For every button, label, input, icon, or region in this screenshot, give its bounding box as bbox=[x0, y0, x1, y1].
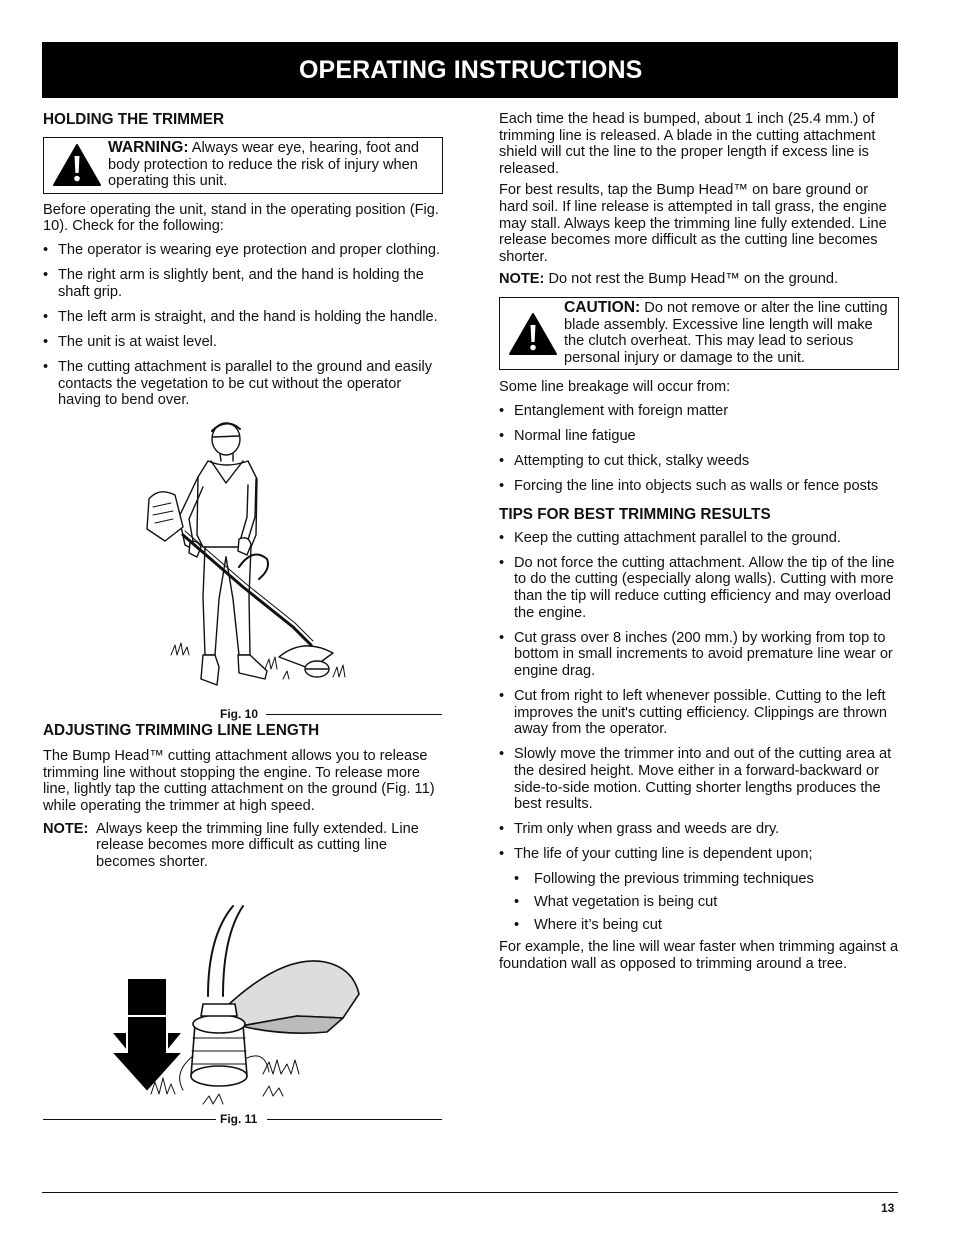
adjusting-note bbox=[43, 821, 443, 871]
list-item: • Cut from right to left whenever possible. Cutting to the left improves the unit's cutting efficiency. Clippings are thrown away from the operator. bbox=[499, 688, 899, 738]
footer-rule bbox=[42, 1192, 898, 1193]
page-title: OPERATING INSTRUCTIONS bbox=[299, 56, 643, 84]
note-label: NOTE: bbox=[499, 271, 545, 288]
left-column bbox=[43, 111, 443, 1126]
figure-10-caption-row bbox=[43, 707, 443, 721]
right-column bbox=[499, 111, 899, 978]
tips-heading: TIPS FOR BEST TRIMMING RESULTS bbox=[499, 505, 771, 523]
operator-holding-trimmer-illustration bbox=[43, 417, 443, 707]
note-label: NOTE: bbox=[43, 820, 89, 837]
list-item: • Slowly move the trimmer into and out of the cutting area at the desired height. Move either in a forward-backward or side-to-side motion. Cutting shorter lengths produces the best results. bbox=[499, 746, 899, 812]
warning-label: WARNING: bbox=[108, 139, 189, 156]
holding-checklist bbox=[43, 242, 443, 409]
down-arrow-icon bbox=[111, 978, 183, 1092]
list-item: • Where it’s being cut bbox=[499, 917, 899, 934]
best-results-paragraph: For best results, tap the Bump Head™ on bare ground or hard soil. If line release is attempted in tall grass, the engine may stall. Always keep the trimming line fully extended. Line release becomes more difficult as the cutting line becomes shorter. bbox=[499, 182, 887, 265]
list-item: • The life of your cutting line is dependent upon; bbox=[499, 846, 899, 863]
list-item: • Normal line fatigue bbox=[499, 428, 899, 445]
closing-paragraph: For example, the line will wear faster when trimming against a foundation wall as opposed to trimming around a tree. bbox=[499, 939, 899, 972]
figure-10 bbox=[43, 417, 443, 707]
tips-list bbox=[499, 530, 899, 863]
figure-11-caption: Fig. 11 bbox=[220, 1112, 258, 1127]
holding-heading: HOLDING THE TRIMMER bbox=[43, 111, 225, 128]
caution-box bbox=[499, 297, 899, 370]
list-item: • Do not force the cutting attachment. Allow the tip of the line to do the cutting (especially along walls). Cutting with more than the tip will reduce cutting efficiency and may overload the engine. bbox=[499, 555, 899, 621]
ground-note bbox=[499, 271, 899, 288]
list-item: • The cutting attachment is parallel to the ground and easily contacts the vegetation to be cut without the operator having to bend over. bbox=[43, 359, 443, 409]
figure-11-caption-row bbox=[43, 1112, 443, 1126]
caution-label: CAUTION: bbox=[564, 298, 641, 316]
breakage-intro: Some line breakage will occur from: bbox=[499, 379, 731, 396]
figure-11 bbox=[43, 876, 443, 1112]
list-item: • Entanglement with foreign matter bbox=[499, 403, 899, 420]
warning-icon bbox=[51, 142, 103, 188]
list-item: • Attempting to cut thick, stalky weeds bbox=[499, 453, 899, 470]
holding-intro: Before operating the unit, stand in the operating position (Fig. 10). Check for the following: bbox=[43, 201, 439, 235]
breakage-list bbox=[499, 403, 899, 495]
list-item: • Following the previous trimming techniques bbox=[499, 871, 899, 888]
warning-text: Always wear eye, hearing, foot and body protection to reduce the risk of injury when operating this unit. bbox=[108, 140, 419, 190]
list-item: • Keep the cutting attachment parallel to the ground. bbox=[499, 530, 899, 547]
list-item: • The unit is at waist level. bbox=[43, 334, 443, 351]
list-item: • The right arm is slightly bent, and the hand is holding the shaft grip. bbox=[43, 267, 443, 300]
page-banner bbox=[42, 42, 898, 98]
list-item: • What vegetation is being cut bbox=[499, 894, 899, 911]
figure-10-caption: Fig. 10 bbox=[220, 707, 259, 722]
list-item: • The left arm is straight, and the hand is holding the handle. bbox=[43, 309, 443, 326]
list-item: • The operator is wearing eye protection and proper clothing. bbox=[43, 242, 443, 259]
list-item: • Forcing the line into objects such as walls or fence posts bbox=[499, 478, 899, 495]
caution-icon bbox=[507, 311, 559, 357]
line-life-sublist bbox=[499, 871, 899, 933]
adjusting-body: The Bump Head™ cutting attachment allows you to release trimming line without stopping the engine. To release more line, lightly tap the cutting attachment on the ground (Fig. 11) while operating the trimmer at high speed. bbox=[43, 748, 435, 814]
warning-box bbox=[43, 137, 443, 194]
page-number: 13 bbox=[881, 1201, 895, 1215]
list-item: • Cut grass over 8 inches (200 mm.) by working from top to bottom in small increments to avoid premature line wear or engine drag. bbox=[499, 630, 899, 680]
note-text: Always keep the trimming line fully extended. Line release becomes more difficult as cutting line becomes shorter. bbox=[96, 820, 419, 870]
caution-text: Do not remove or alter the line cutting blade assembly. Excessive line length will make the clutch overheat. This may lead to serious personal injury or damage to the unit. bbox=[564, 299, 888, 366]
bump-release-paragraph: Each time the head is bumped, about 1 inch (25.4 mm.) of trimming line is released. A blade in the cutting attachment shield will cut the line to the proper length if excess line is released. bbox=[499, 111, 876, 177]
list-item: • Trim only when grass and weeds are dry. bbox=[499, 821, 899, 838]
bump-head-tapping-illustration bbox=[43, 876, 443, 1112]
adjusting-heading: ADJUSTING TRIMMING LINE LENGTH bbox=[43, 722, 320, 740]
note-text: Do not rest the Bump Head™ on the ground. bbox=[544, 271, 839, 288]
